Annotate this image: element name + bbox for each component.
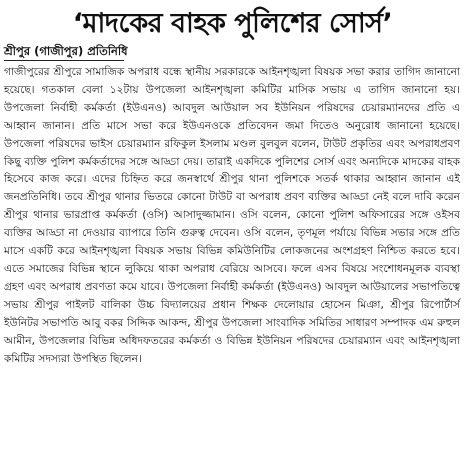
- byline-underline: [4, 60, 124, 61]
- headline: ‘মাদকের বাহক পুলিশের সোর্স’: [72, 8, 393, 39]
- byline: [4, 43, 128, 61]
- byline-text: শ্রীপুর (গাজীপুর) প্রতিনিধি: [4, 44, 128, 58]
- article-body: [4, 64, 460, 368]
- article-paragraph: গাজীপুরের শ্রীপুরে সামাজিক অপরাধ বন্ধে স্থানীয় সরকারকে আইনশৃঙ্খলা বিষয়ক সভা করার তাগিদ জানানো হয়েছে। গতকাল বেলা ১২টায় উপজেলা আইনশৃঙ্খলা কমিটির মাসিক সভায় এ তাগিদ জানানো হয়। উপজেলা নির্বাহী কর্মকর্তা (ইউএনও) আবদুল আউয়াল সব ইউনিয়ন পরিষদের চেয়ারম্যানদের প্রতি এ আহ্বান জানান। প্রতি মাসে সভা করে ইউএনওকে প্রতিবেদন জমা দিতেও অনুরোধ জানানো হয়েছে। উপজেলা পরিষদের ভাইস চেয়ারম্যান রফিকুল ইসলাম মণ্ডল বুলবুল বলেন, টাউট প্রকৃতির এবং অপরাধপ্রবণ কিছু ব্যক্তি পুলিশ কর্মকর্তাদের সঙ্গে আড্ডা দেয়। তারাই একদিকে পুলিশের সোর্স এবং অন্যদিকে মাদকের বাহক হিসেবে কাজ করে। এদের চিহ্নিত করে জনস্বার্থে শ্রীপুর থানা পুলিশকে সতর্ক থাকার আহ্বান জানান এই জনপ্রতিনিধি। তবে শ্রীপুর থানার ভিতরে কোনো টাউট বা অপরাধ প্রবণ ব্যক্তির আড্ডা নেই বলে দাবি করেন শ্রীপুর থানার ভারপ্রাপ্ত কর্মকর্তা (ওসি) আসাদুজ্জামান। ওসি বলেন, কোনো পুলিশ অফিসারের সঙ্গে ওইসব ব্যক্তির আড্ডা না দেওয়ার ব্যাপারে তিনি গুরুত্ব দেবেন। ওসি বলেন, তৃণমূল পর্যায়ে বিভিন্ন সভার সঙ্গে প্রতি মাসে একটি করে আইনশৃঙ্খলা বিষয়ক সভায় বিভিন্ন কমিউনিটির লোকজনের অংশগ্রহণ নিশ্চিত করতে হবে। এতে সমাজের বিভিন্ন স্থানে লুকিয়ে থাকা অপরাধ বেরিয়ে আসবে। ফলে এসব বিষয়ে সংশোধনমূলক ব্যবস্থা গ্রহণ এবং অপরাধ প্রবণতা কমে যাবে। উপজেলা নির্বাহী কর্মকর্তা (ইউএনও) আবদুল আউয়ালের সভাপতিত্বে সভায় শ্রীপুর পাইলট বালিকা উচ্চ বিদ্যালয়ের প্রধান শিক্ষক দেলোয়ার হোসেন মিঞা, শ্রীপুর রিপোর্টার্স ইউনিটর সভাপতি আবু বকর সিদ্দিক আকন্দ, শ্রীপুর উপজেলা সাংবাদিক সমিতির সাধারণ সম্পাদক এম রুহুল আমীন, উপজেলার বিভিন্ন অধিদফতরের কর্মকর্তা ও বিভিন্ন ইউনিয়ন পরিষদের চেয়ারম্যান এবং আইনশৃঙ্খলা কমিটির সদস্যরা উপস্থিত ছিলেন।: [4, 66, 460, 365]
